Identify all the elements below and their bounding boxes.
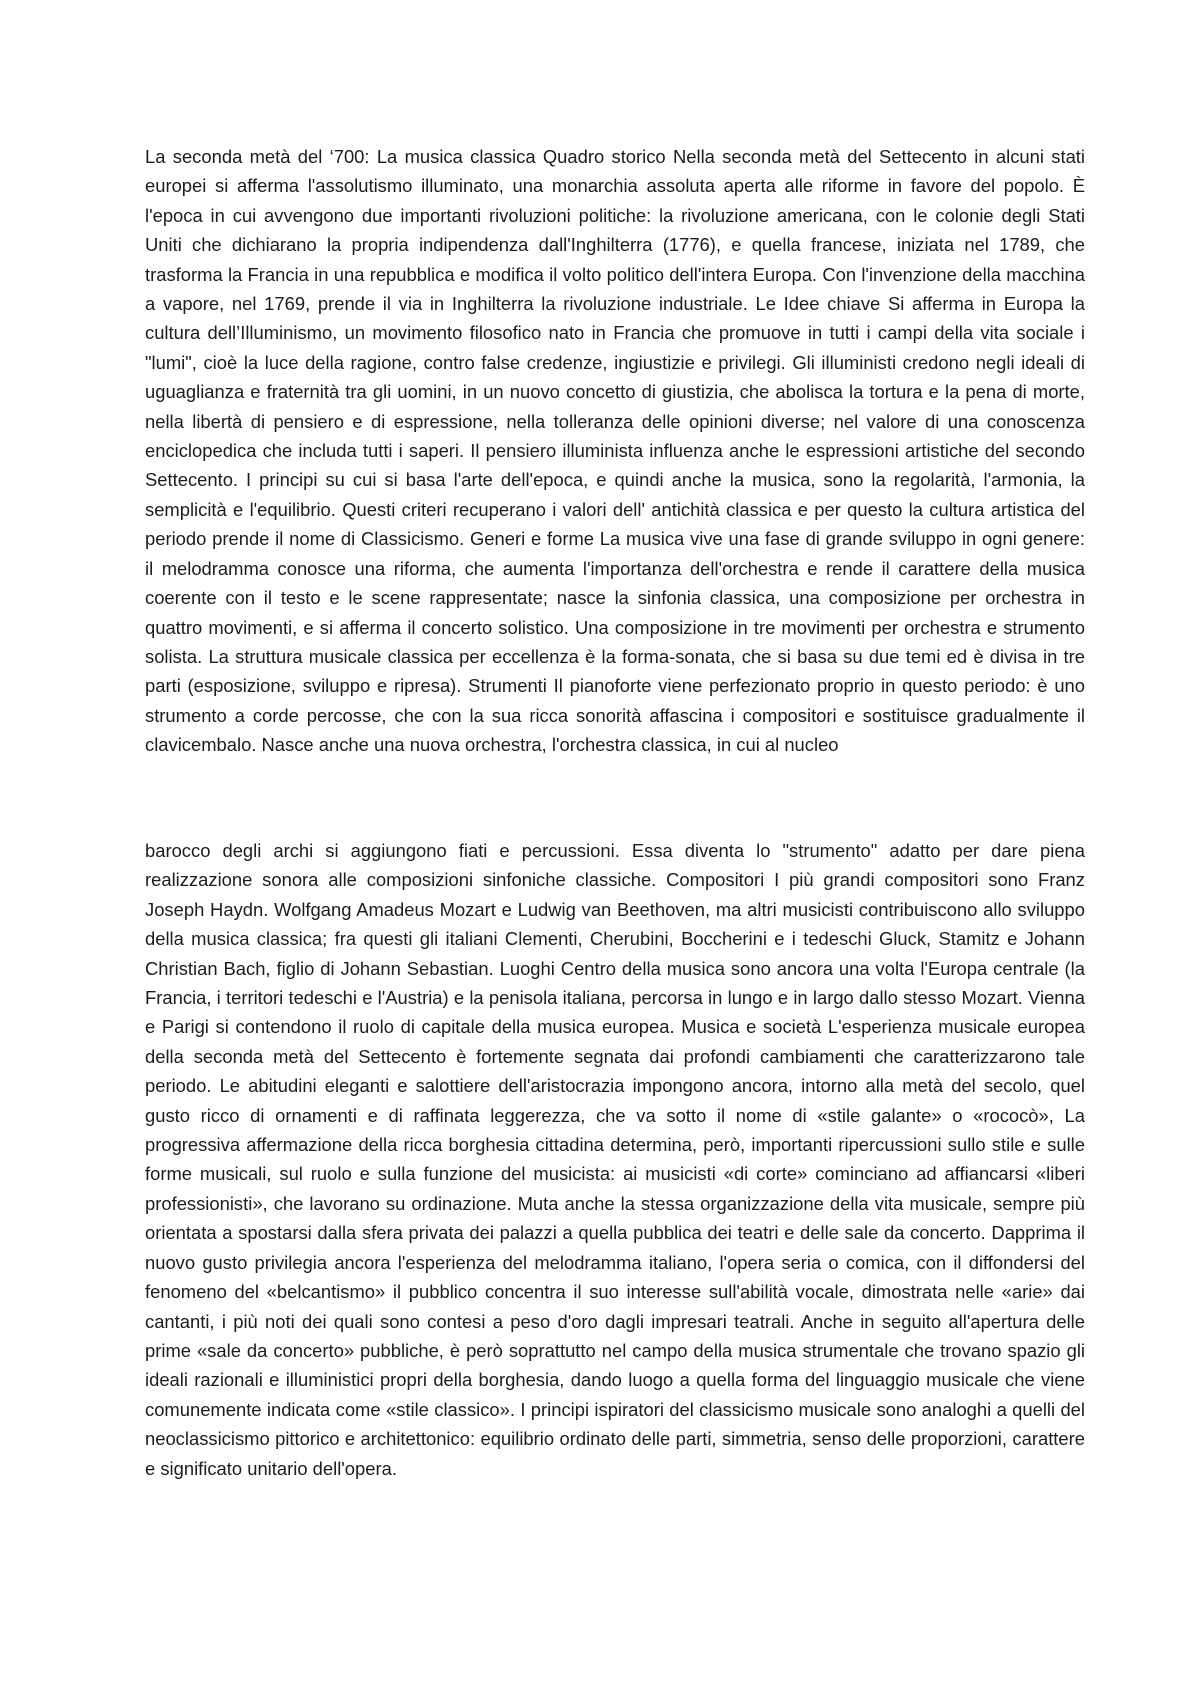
paragraph-2: barocco degli archi si aggiungono fiati e percussioni. Essa diventa lo "strumento" adatto per dare piena realizzazione sonora alle composizioni sinfoniche classiche. Compositori I più grandi compositori sono Franz Joseph Haydn. Wolfgang Amadeus Mozart e Ludwig van Beethoven, ma altri musicisti contribuiscono allo sviluppo della musica classica; fra questi gli italiani Clementi, Cherubini, Boccherini e i tedeschi Gluck, Stamitz e Johann Christian Bach, figlio di Johann Sebastian. Luoghi Centro della musica sono ancora una volta l'Europa centrale (la Francia, i territori tedeschi e l'Austria) e la penisola italiana, percorsa in lungo e in largo dallo stesso Mozart. Vienna e Parigi si contendono il ruolo di capitale della musica europea. Musica e società L'esperienza musicale europea della seconda metà del Settecento è fortemente segnata dai profondi cambiamenti che caratterizzarono tale periodo. Le abitudini eleganti e salottiere dell'aristocrazia impongono ancora, intorno alla metà del secolo, quel gusto ricco di ornamenti e di raffinata leggerezza, che va sotto il nome di «stile galante» o «rococò», La progressiva affermazione della ricca borghesia cittadina determina, però, importanti ripercussioni sullo stile e sulle forme musicali, sul ruolo e sulla funzione del musicista: ai musicisti «di corte» cominciano ad affiancarsi «liberi professionisti», che lavorano su ordinazione. Muta anche la stessa organizzazione della vita musicale, sempre più orientata a spostarsi dalla sfera privata dei palazzi a quella pubblica dei teatri e delle sale da concerto. Dapprima il nuovo gusto privilegia ancora l'esperienza del melodramma italiano, l'opera seria o comica, con il diffondersi del fenomeno del «belcantismo» il pubblico concentra il suo interesse sull'abilità vocale, dimostrata nelle «arie» dai cantanti, i più noti dei quali sono contesi a peso d'oro dagli impresari teatrali. Anche in seguito all'apertura delle prime «sale da concerto» pubbliche, è però soprattutto nel campo della musica strumentale che trovano spazio gli ideali razionali e illuministici propri della borghesia, dando luogo a quella forma del linguaggio musicale che viene comunemente indicata come «stile classico». I principi ispiratori del classicismo musicale sono analoghi a quelli del neoclassicismo pittorico e architettonico: equilibrio ordinato delle parti, simmetria, senso delle proporzioni, carattere e significato unitario dell'opera. (145, 840, 1085, 1479)
paragraph-1: La seconda metà del ‘700: La musica classica Quadro storico Nella seconda metà del Settecento in alcuni stati europei si afferma l'assolutismo illuminato, una monarchia assoluta aperta alle riforme in favore del popolo. È l'epoca in cui avvengono due importanti rivoluzioni politiche: la rivoluzione americana, con le colonie degli Stati Uniti che dichiarano la propria indipendenza dall'Inghilterra (1776), e quella francese, iniziata nel 1789, che trasforma la Francia in una repubblica e modifica il volto politico dell'intera Europa. Con l'invenzione della macchina a vapore, nel 1769, prende il via in Inghilterra la rivoluzione industriale. Le Idee chiave Si afferma in Europa la cultura dell’Illuminismo, un movimento filosofico nato in Francia che promuove in tutti i campi della vita sociale i "lumi", cioè la luce della ragione, contro false credenze, ingiustizie e privilegi. Gli illuministi credono negli ideali di uguaglianza e fraternità tra gli uomini, in un nuovo concetto di giustizia, che abolisca la tortura e la pena di morte, nella libertà di pensiero e di espressione, nella tolleranza delle opinioni diverse; nel valore di una conoscenza enciclopedica che includa tutti i saperi. Il pensiero illuminista influenza anche le espressioni artistiche del secondo Settecento. I principi su cui si basa l'arte dell'epoca, e quindi anche la musica, sono la regolarità, l'armonia, la semplicità e l'equilibrio. Questi criteri recuperano i valori dell' antichità classica e per questo la cultura artistica del periodo prende il nome di Classicismo. Generi e forme La musica vive una fase di grande sviluppo in ogni genere: il melodramma conosce una riforma, che aumenta l'importanza dell'orchestra e rende il carattere della musica coerente con il testo e le scene rappresentate; nasce la sinfonia classica, una composizione per orchestra in quattro movimenti, e si afferma il concerto solistico. Una composizione in tre movimenti per orchestra e strumento solista. La struttura musicale classica per eccellenza è la forma-sonata, che si basa su due temi ed è divisa in tre parti (esposizione, sviluppo e ripresa). Strumenti Il pianoforte viene perfezionato proprio in questo periodo: è uno strumento a corde percosse, che con la sua ricca sonorità affascina i compositori e sostituisce gradualmente il clavicembalo. Nasce anche una nuova orchestra, l'orchestra classica, in cui al nucleo (145, 146, 1085, 756)
